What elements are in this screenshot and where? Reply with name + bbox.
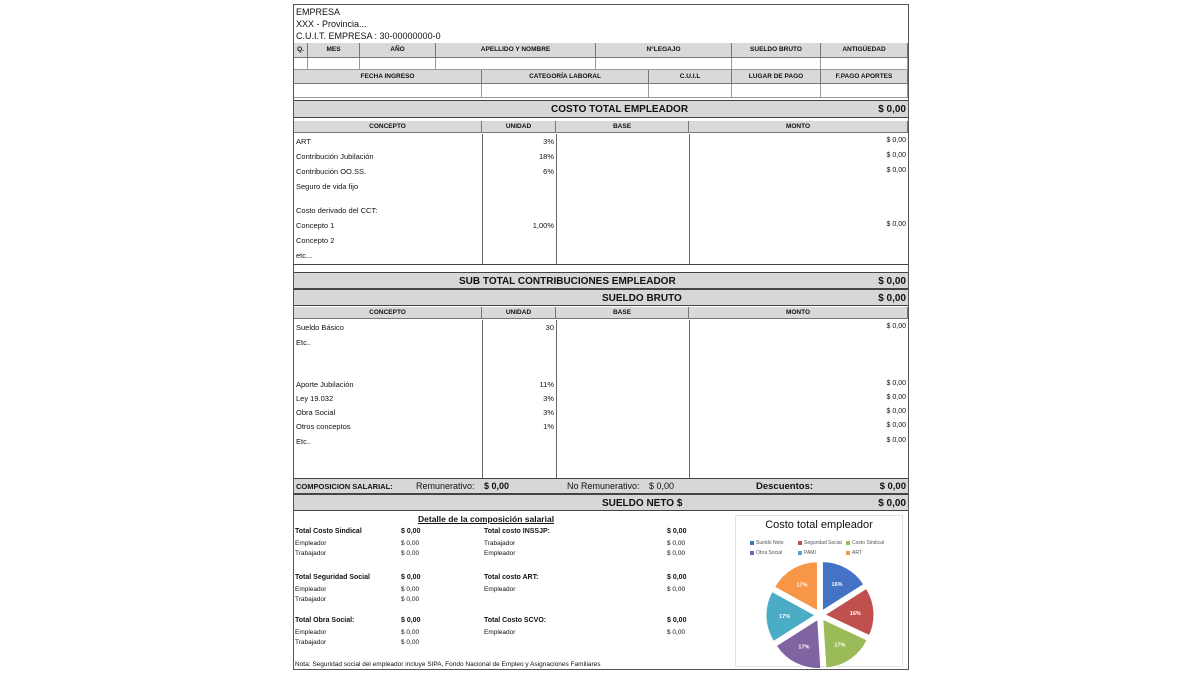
row-concepto: Concepto 2 [296,236,335,245]
row-monto: $ 0,00 [886,323,906,330]
subtotal-label: SUB TOTAL CONTRIBUCIONES EMPLEADOR [459,276,676,287]
row-unidad: 3% [543,408,554,417]
group-item-label: Empleador [295,540,327,547]
column-header: CONCEPTO [294,307,482,319]
legend-swatch [798,551,802,555]
detalle-title: Detalle de la composición salarial [418,514,555,524]
pie-slice-label: 17% [798,644,810,651]
row-unidad: 18% [538,152,554,161]
sueldo-neto-band [294,494,908,511]
header-value-cell [732,84,821,98]
header-cell: AÑO [360,43,436,58]
group-title: Total Costo SCVO: [484,617,547,624]
column-divider [556,134,557,265]
row-concepto: Ley 19.032 [296,394,334,403]
row-concepto: Etc.. [296,437,312,446]
row-concepto: Etc.. [296,338,312,347]
group-item-label: Empleador [295,629,327,636]
header-value-cell [436,58,596,70]
column-header: MONTO [689,121,908,133]
header-cell: N°LEGAJO [596,43,732,58]
row-concepto: Costo derivado del CCT: [296,206,378,215]
group-title: Total Costo Sindical [295,528,362,535]
header-value-cell [821,58,908,70]
column-header: BASE [556,307,689,319]
sueldo-bruto-band [294,289,908,306]
group-item-value: $ 0,00 [667,540,686,547]
group-item-value: $ 0,00 [667,629,686,636]
legend-label: PAMI [804,550,816,556]
pie-slice-label: 17% [834,642,846,649]
header-value-cell [294,84,482,98]
legend-swatch [846,551,850,555]
header-cell: SUELDO BRUTO [732,43,821,58]
column-header: BASE [556,121,689,133]
row-concepto: Contribución OO.SS. [296,167,367,176]
header-cell: C.U.I.L [649,70,732,84]
header-value-cell [308,58,360,70]
row-concepto: Contribución Jubilación [296,152,374,161]
no-remunerativo-label: No Remunerativo: [567,481,640,491]
sueldo-bruto-label: SUELDO BRUTO [602,293,682,304]
pie-chart [755,558,885,668]
pie-slice-label: 16% [831,581,843,588]
group-item-label: Trabajador [484,540,516,547]
row-concepto: Concepto 1 [296,221,335,230]
header-value-cell [732,58,821,70]
column-header: CONCEPTO [294,121,482,133]
payroll-sheet [293,4,909,670]
column-header: UNIDAD [482,121,556,133]
company-cuit: C.U.I.T. EMPRESA : 30-00000000-0 [296,31,441,41]
sueldo-neto-value: $ 0,00 [878,498,906,509]
row-unidad: 11% [539,380,554,389]
group-item-label: Trabajador [295,638,327,646]
group-item-value: $ 0,00 [401,540,420,547]
remunerativo-value: $ 0,00 [484,481,510,491]
subtotal-band [294,272,908,289]
group-item-value: $ 0,00 [667,549,686,557]
header-value-cell [821,84,908,98]
row-monto: $ 0,00 [886,152,906,159]
header-cell: ANTIGÜEDAD [821,43,908,58]
column-header: UNIDAD [482,307,556,319]
descuentos-label: Descuentos: [756,481,814,492]
pie-chart-panel [735,515,903,667]
composicion-band [294,478,908,494]
header-value-cell [649,84,732,98]
header-value-cell [294,58,308,70]
row-unidad: 30 [545,323,554,332]
legend-swatch [798,541,802,545]
group-item-label: Trabajador [295,595,327,603]
legend-swatch [750,541,754,545]
group-title: Total Seguridad Social [295,574,370,581]
pie-slice-label: 16% [849,610,861,617]
table-bottom-border [294,264,908,265]
header-value-cell [360,58,436,70]
row-monto: $ 0,00 [886,408,906,415]
row-unidad: 1,00% [532,221,554,230]
legend-label: Sueldo Neto [756,540,784,546]
row-monto: $ 0,00 [886,137,906,144]
legend-label: Costo Sindical [852,540,884,546]
header-cell: CATEGORÍA LABORAL [482,70,649,84]
header-cell: MES [308,43,360,58]
company-province: XXX - Provincia... [296,19,367,29]
legend-item [798,550,816,556]
group-value: $ 0,00 [667,617,687,624]
group-item-value: $ 0,00 [401,549,420,557]
row-unidad: 6% [543,167,554,176]
group-value: $ 0,00 [401,528,421,535]
group-item-value: $ 0,00 [401,595,420,603]
nota: Nota: Seguridad social del empleador incluye SIPA, Fondo Nacional de Empleo y Asignaciones Familiares [295,661,601,668]
header-value-cell [482,84,649,98]
legend-swatch [750,551,754,555]
row-monto: $ 0,00 [886,167,906,174]
no-remunerativo-value: $ 0,00 [649,481,675,491]
row-concepto: etc... [296,251,313,260]
legend-label: Obra Social [756,550,783,556]
header-cell: Q. [294,43,308,58]
legend-item [846,540,884,546]
header-cell: F.PAGO APORTES [821,70,908,84]
legend-swatch [846,541,850,545]
costo-total-band [294,100,908,118]
row-concepto: ART [296,137,311,146]
header-cell: APELLIDO Y NOMBRE [436,43,596,58]
group-value: $ 0,00 [667,574,687,581]
group-item-label: Empleador [484,586,516,593]
row-monto: $ 0,00 [886,394,906,401]
group-item-value: $ 0,00 [401,629,420,636]
group-title: Total Obra Social: [295,617,355,624]
legend-label: ART [852,550,862,556]
group-item-value: $ 0,00 [401,586,420,593]
row-monto: $ 0,00 [886,221,906,228]
legend-item [750,540,784,546]
row-concepto: Obra Social [296,408,336,417]
legend-item [846,550,862,556]
column-header: MONTO [689,307,908,319]
group-item-label: Empleador [484,629,516,636]
subtotal-value: $ 0,00 [878,276,906,287]
sueldo-neto-label: SUELDO NETO $ [602,498,683,509]
composicion-label: COMPOSICION SALARIAL: [296,482,393,491]
group-item-label: Empleador [484,549,516,557]
legend-label: Seguridad Social [804,540,842,546]
group-item-value: $ 0,00 [401,638,420,646]
costo-total-label: COSTO TOTAL EMPLEADOR [551,104,689,115]
row-concepto: Sueldo Básico [296,323,344,332]
group-value: $ 0,00 [401,574,421,581]
header-cell: LUGAR DE PAGO [732,70,821,84]
descuentos-value: $ 0,00 [879,481,906,492]
row-monto: $ 0,00 [886,422,906,429]
header-value-cell [596,58,732,70]
group-value: $ 0,00 [667,528,687,535]
pie-slice-label: 17% [779,614,791,621]
group-item-label: Trabajador [295,549,327,557]
costo-total-value: $ 0,00 [878,104,906,115]
group-title: Total costo ART: [484,574,539,581]
legend-item [798,540,842,546]
legend-item [750,550,782,556]
remunerativo-label: Remunerativo: [416,481,475,491]
pie-slice-label: 17% [796,582,808,589]
row-concepto: Seguro de vida fijo [296,182,359,191]
group-value: $ 0,00 [401,617,421,624]
row-monto: $ 0,00 [886,380,906,387]
header-cell: FECHA INGRESO [294,70,482,84]
row-unidad: 3% [543,394,554,403]
group-title: Total costo INSSJP: [484,528,550,535]
column-divider [556,320,557,478]
chart-title: Costo total empleador [765,519,873,531]
row-concepto: Aporte Jubilación [296,380,354,389]
row-concepto: Otros conceptos [296,422,351,431]
company-name: EMPRESA [296,7,341,17]
row-monto: $ 0,00 [886,437,906,444]
group-item-value: $ 0,00 [667,586,686,593]
row-unidad: 3% [543,137,554,146]
sueldo-bruto-value: $ 0,00 [878,293,906,304]
row-unidad: 1% [543,422,554,431]
group-item-label: Empleador [295,586,327,593]
